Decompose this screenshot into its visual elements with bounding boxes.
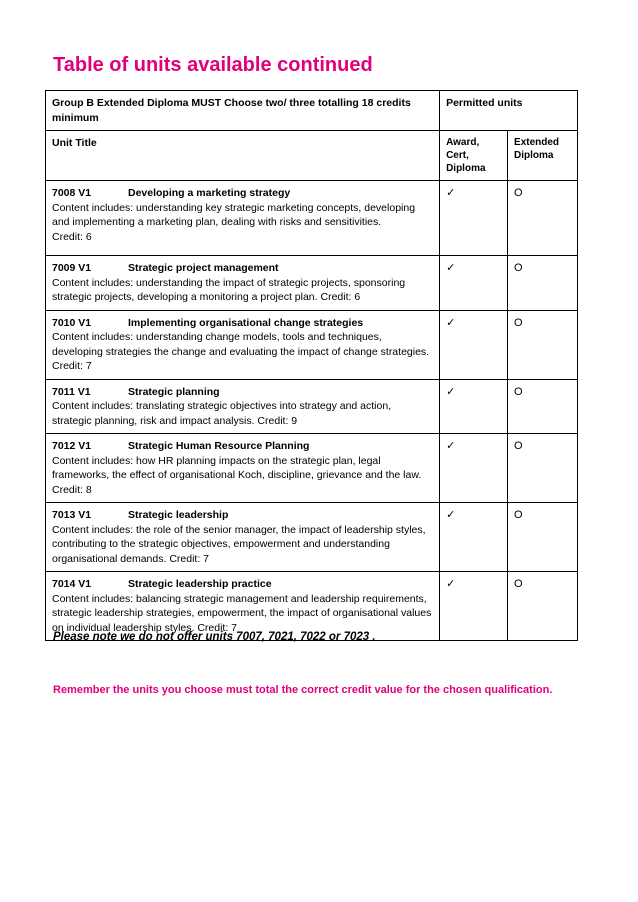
check-icon: ✓ <box>446 315 456 329</box>
circle-icon: O <box>514 440 523 452</box>
unit-code: 7010 V1 <box>52 316 92 329</box>
extended-cell <box>508 310 578 379</box>
table-row <box>46 181 578 256</box>
unit-credit: Credit: 6 <box>52 230 92 243</box>
award-cell <box>440 434 508 503</box>
check-icon: ✓ <box>446 186 456 199</box>
circle-icon: O <box>514 385 523 398</box>
unit-code: 7009 V1 <box>52 262 92 274</box>
unit-cell <box>46 310 440 379</box>
unit-name: Strategic planning <box>128 385 220 398</box>
table-row <box>46 256 578 311</box>
table-row <box>46 310 578 379</box>
table-row <box>46 434 578 503</box>
check-icon: ✓ <box>446 439 456 452</box>
award-cell <box>440 310 508 379</box>
table-row <box>46 379 578 434</box>
extended-cell <box>508 181 578 256</box>
unit-name: Strategic leadership <box>128 509 229 521</box>
circle-icon: O <box>514 187 523 199</box>
page-title: Table of units available continued <box>53 54 373 76</box>
unit-content: Content includes: how HR planning impacts on the strategic plan, legal frameworks, the effect of organisational Koch, discipline, grievance and the law. <box>52 454 422 481</box>
award-cell <box>440 379 508 434</box>
remember-text: Remember the units you choose must total the correct credit value for the chosen qualification. <box>53 684 553 696</box>
award-cell <box>440 572 508 641</box>
extended-cell <box>508 434 578 503</box>
unit-code: 7008 V1 <box>52 187 92 199</box>
unit-content: Content includes: translating strategic objectives into strategy and action, strategic planning, risk and impact analysis. Credit: 9 <box>52 400 392 427</box>
permitted-header-cell: Permitted units <box>440 91 578 131</box>
circle-icon: O <box>514 509 523 521</box>
extended-cell <box>508 572 578 641</box>
check-icon: ✓ <box>446 384 456 398</box>
extended-cell <box>508 503 578 572</box>
group-header-cell: Group B Extended Diploma MUST Choose two/ three totalling 18 credits minimum <box>46 91 440 131</box>
unit-cell <box>46 503 440 572</box>
unit-content: Content includes: the role of the senior manager, the impact of leadership styles, contributing to the strategic objectives, empowerment and understanding organisational demands. Credit: 7 <box>52 523 426 565</box>
circle-icon: O <box>514 316 523 329</box>
unit-code: 7013 V1 <box>52 509 92 521</box>
award-cell <box>440 256 508 311</box>
unit-cell <box>46 434 440 503</box>
table-header-group <box>46 91 578 131</box>
table-row <box>46 503 578 572</box>
unit-code: 7011 V1 <box>52 385 91 398</box>
check-icon: ✓ <box>446 508 456 521</box>
award-cell <box>440 181 508 256</box>
unit-content: Content includes: understanding the impact of strategic projects, sponsoring strategic projects, developing a monitoring a project plan. Credit: 6 <box>52 276 406 303</box>
unit-name: Developing a marketing strategy <box>128 187 291 199</box>
unit-cell <box>46 181 440 256</box>
unit-content: Content includes: understanding change models, tools and techniques, developing strategies the change and evaluating the impact of change strategies. Credit: 7 <box>52 331 430 372</box>
check-icon: ✓ <box>446 261 456 274</box>
unit-name: Strategic project management <box>128 262 279 274</box>
unit-name: Strategic Human Resource Planning <box>128 440 310 452</box>
circle-icon: O <box>514 578 523 590</box>
circle-icon: O <box>514 262 523 274</box>
unit-cell <box>46 379 440 434</box>
unit-name: Strategic leadership practice <box>128 578 272 590</box>
unit-cell <box>46 256 440 311</box>
check-icon: ✓ <box>446 577 456 590</box>
unit-code: 7012 V1 <box>52 440 92 452</box>
unit-title-header: Unit Title <box>46 131 440 181</box>
unit-name: Implementing organisational change strategies <box>128 316 364 329</box>
extended-cell <box>508 256 578 311</box>
unit-content: Content includes: balancing strategic management and leadership requirements, strategic leadership strategies, empowerment, the impact of organisational values on individual leadership styles. Credit: 7 <box>52 592 432 634</box>
table-header-columns <box>46 131 578 181</box>
unit-credit: Credit: 8 <box>52 483 92 496</box>
unit-content: Content includes: understanding key strategic marketing concepts, developing and implementing a marketing plan, dealing with risks and sensitivities. <box>52 201 416 228</box>
unit-code: 7014 V1 <box>52 578 92 590</box>
units-table <box>45 90 578 641</box>
extended-cell <box>508 379 578 434</box>
extended-header: Extended Diploma <box>508 131 578 181</box>
note-text: Please note we do not offer units 7007, 7021, 7022 or 7023 . <box>53 631 376 643</box>
award-header: Award, Cert, Diploma <box>440 131 508 181</box>
award-cell <box>440 503 508 572</box>
